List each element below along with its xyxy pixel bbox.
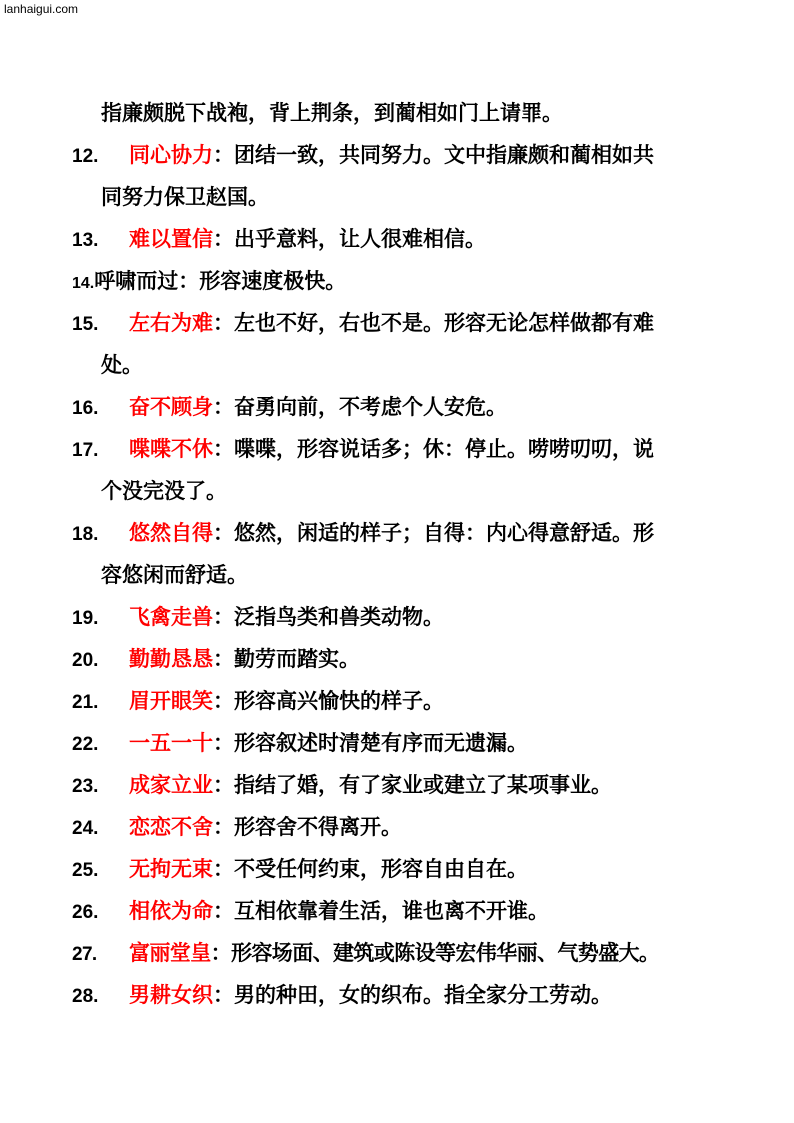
idiom-term: 无拘无束 <box>129 857 213 881</box>
idiom-definition: ：泛指鸟类和兽类动物。 <box>213 605 444 629</box>
entry-number: 15. <box>72 314 99 335</box>
entry-14 <box>72 260 732 302</box>
idiom-term: 同心协力 <box>129 143 213 167</box>
entry-25 <box>72 848 732 890</box>
entry-number: 26. <box>72 902 99 923</box>
idiom-term: 男耕女织 <box>129 983 213 1007</box>
entry-22 <box>72 722 732 764</box>
entry-number: 25. <box>72 860 99 881</box>
entry-16 <box>72 386 732 428</box>
entry-number: 17. <box>72 440 99 461</box>
entry-23 <box>72 764 732 806</box>
entry-28 <box>72 974 732 1016</box>
continuation-line-17: 个没完没了。 <box>101 479 227 503</box>
entry-24 <box>72 806 732 848</box>
entry-26 <box>72 890 732 932</box>
continuation-line-11: 指廉颇脱下战袍，背上荆条，到蔺相如门上请罪。 <box>101 101 563 125</box>
idiom-term: 成家立业 <box>129 773 213 797</box>
idiom-term: 悠然自得 <box>129 521 213 545</box>
idiom-term: 眉开眼笑 <box>129 689 213 713</box>
idiom-definition: ：奋勇向前，不考虑个人安危。 <box>213 395 507 419</box>
idiom-term: 喋喋不休 <box>129 437 213 461</box>
idiom-term: 恋恋不舍 <box>129 815 213 839</box>
idiom-definition: ：形容速度极快。 <box>178 269 347 293</box>
entry-number: 24. <box>72 818 99 839</box>
entry-number: 18. <box>72 524 99 545</box>
entry-number: 20. <box>72 650 99 671</box>
idiom-definition: ：男的种田，女的织布。指全家分工劳动。 <box>213 983 612 1007</box>
entry-number: 19. <box>72 608 99 629</box>
idiom-definition: ：出乎意料，让人很难相信。 <box>213 227 486 251</box>
entry-21 <box>72 680 732 722</box>
idiom-term: 难以置信 <box>129 227 213 251</box>
continuation-line-12: 同努力保卫赵国。 <box>101 185 269 209</box>
entry-number: 22. <box>72 734 99 755</box>
idiom-definition: ：形容舍不得离开。 <box>213 815 402 839</box>
idiom-definition: ：形容高兴愉快的样子。 <box>213 689 444 713</box>
entry-13 <box>72 218 732 260</box>
entry-number: 14. <box>72 275 95 292</box>
entry-12 <box>72 134 732 176</box>
idiom-list <box>72 92 732 1016</box>
entry-17 <box>72 428 732 470</box>
entry-number: 23. <box>72 776 99 797</box>
entry-27 <box>72 932 732 974</box>
idiom-term: 奋不顾身 <box>129 395 213 419</box>
entry-18 <box>72 512 732 554</box>
idiom-definition: ：指结了婚，有了家业或建立了某项事业。 <box>213 773 612 797</box>
continuation-line-15: 处。 <box>101 353 143 377</box>
idiom-definition: ：喋喋，形容说话多；休：停止。唠唠叨叨，说 <box>213 437 654 461</box>
idiom-term: 富丽堂皇 <box>129 941 211 965</box>
entry-15 <box>72 302 732 344</box>
idiom-definition: ：互相依靠着生活，谁也离不开谁。 <box>213 899 549 923</box>
idiom-definition: ：悠然，闲适的样子；自得：内心得意舒适。形 <box>213 521 654 545</box>
idiom-term: 相依为命 <box>129 899 213 923</box>
entry-number: 21. <box>72 692 99 713</box>
idiom-definition: ：不受任何约束，形容自由自在。 <box>213 857 528 881</box>
entry-20 <box>72 638 732 680</box>
idiom-definition: ：左也不好，右也不是。形容无论怎样做都有难 <box>213 311 654 335</box>
entry-number: 28. <box>72 986 99 1007</box>
entry-number: 13. <box>72 230 99 251</box>
entry-number: 16. <box>72 398 99 419</box>
idiom-definition: ：团结一致，共同努力。文中指廉颇和蔺相如共 <box>213 143 654 167</box>
idiom-term: 勤勤恳恳 <box>129 647 213 671</box>
continuation-line-18: 容悠闲而舒适。 <box>101 563 248 587</box>
idiom-definition: ：勤劳而踏实。 <box>213 647 360 671</box>
idiom-definition: ：形容场面、建筑或陈设等宏伟华丽、气势盛大。 <box>210 941 660 965</box>
entry-number: 27. <box>72 944 97 965</box>
idiom-term: 左右为难 <box>129 311 213 335</box>
idiom-definition: ：形容叙述时清楚有序而无遗漏。 <box>213 731 528 755</box>
entry-number: 12. <box>72 146 99 167</box>
watermark: lanhaigui.com <box>4 2 79 16</box>
idiom-term: 一五一十 <box>129 731 213 755</box>
idiom-term: 飞禽走兽 <box>129 605 213 629</box>
idiom-term: 呼啸而过 <box>94 269 179 293</box>
entry-19 <box>72 596 732 638</box>
